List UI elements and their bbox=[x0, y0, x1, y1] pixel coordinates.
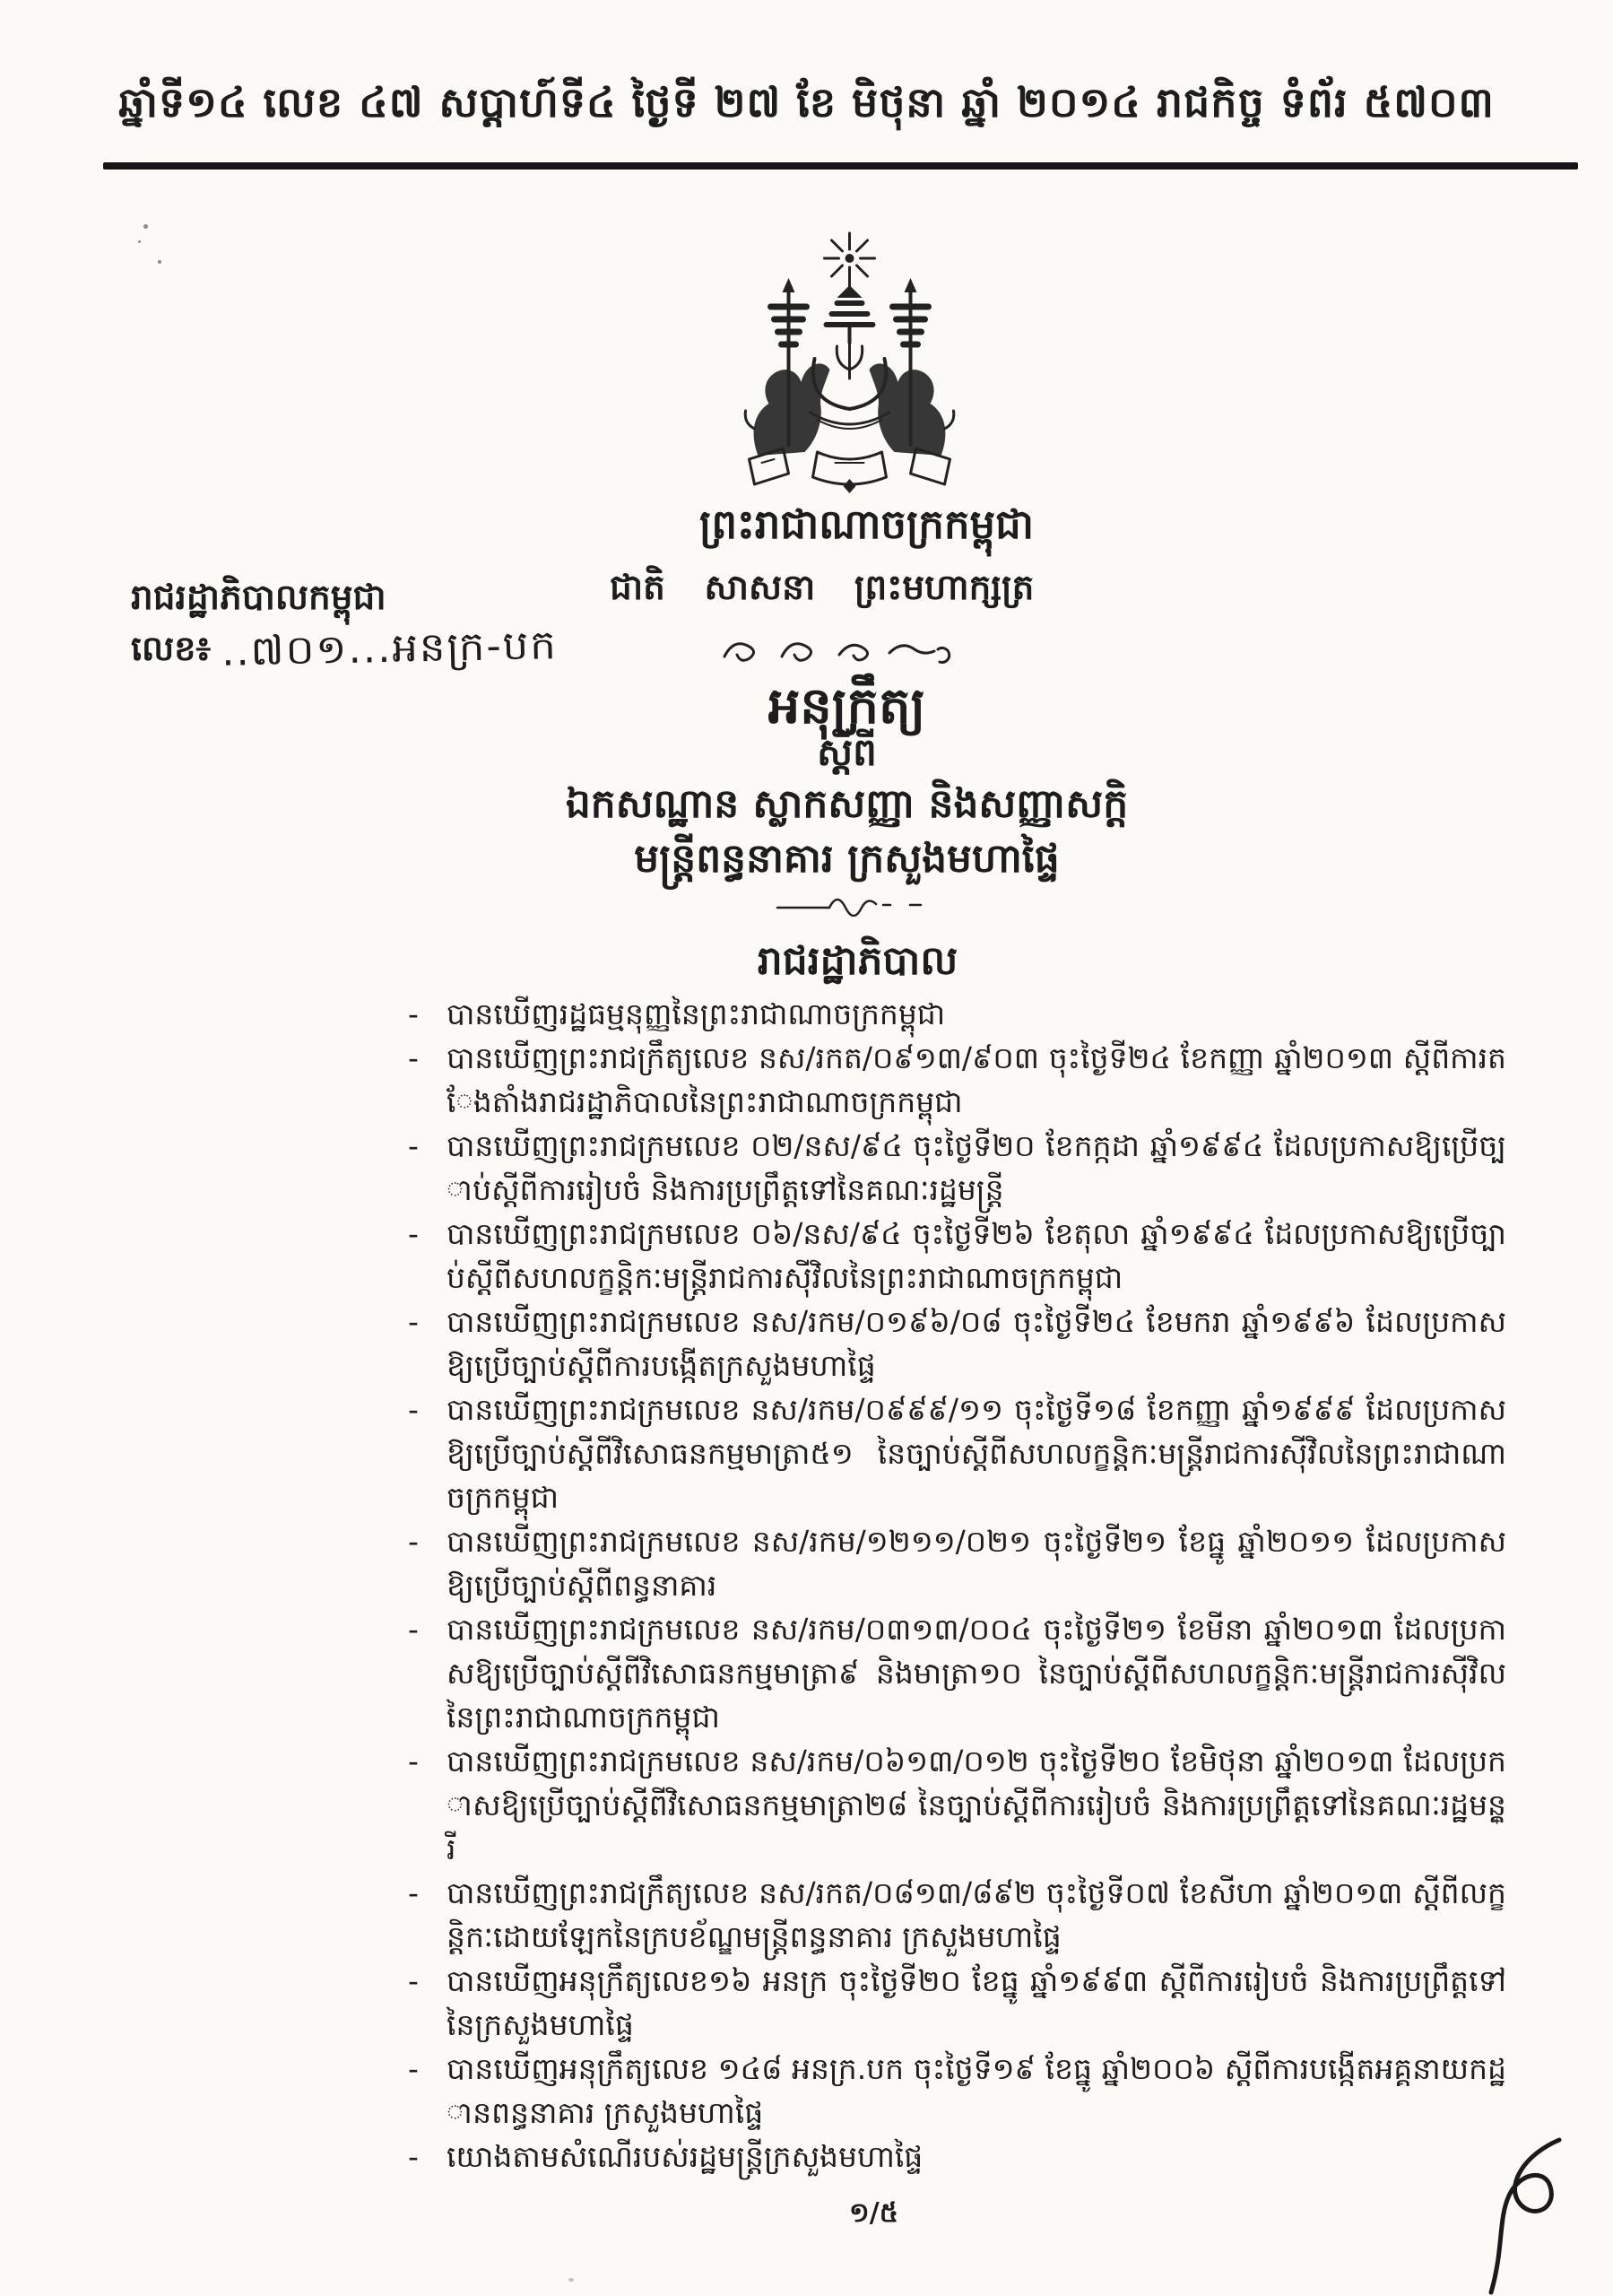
bullet-dash: - bbox=[408, 2051, 419, 2086]
government-label: រាជរដ្ឋាភិបាលកម្ពុជា bbox=[131, 578, 386, 618]
citation-text: បានឃើញអនុក្រឹត្យលេខ ១៤៨ អនក្រ.បក ចុះថ្ងៃទី១៩ ខែធ្នូ ឆ្នាំ២០០៦ ស្តីពីការបង្កើតអគ្គនាយកដ្ឋានពន្ធនាគារ ក្រសួងមហាផ្ទៃ bbox=[447, 2051, 1506, 2130]
bullet-dash: - bbox=[408, 1216, 419, 1251]
citation-text: បានឃើញព្រះរាជក្រឹត្យលេខ នស/រកត/០៩១៣/៩០៣ ចុះថ្ងៃទី២៤ ខែកញ្ញា ឆ្នាំ២០១៣ ស្តីពីការតែងតាំងរាជរដ្ឋាភិបាលនៃព្រះរាជាណាចក្រកម្ពុជា bbox=[447, 1040, 1506, 1119]
scan-speck bbox=[568, 2278, 574, 2282]
bullet-dash: - bbox=[408, 996, 419, 1031]
bullet-dash: - bbox=[408, 1304, 419, 1339]
national-motto: ជាតិ សាសនា ព្រះមហាក្សត្រ bbox=[610, 568, 1035, 608]
handwritten-number: ..៧០១...អនក្រ-បក bbox=[221, 621, 559, 675]
citation-item bbox=[408, 992, 1506, 1036]
citation-text: បានឃើញរដ្ឋធម្មនុញ្ញនៃព្រះរាជាណាចក្រកម្ពុជា bbox=[447, 996, 946, 1031]
citation-text: បានឃើញព្រះរាជក្រឹត្យលេខ នស/រកត/០៨១៣/៨៩២ ចុះថ្ងៃទី០៧ ខែសីហា ឆ្នាំ២០១៣ ស្តីពីលក្ខន្តិកៈដោយឡែកនៃក្របខ័ណ្ឌមន្ត្រីពន្ធនាគារ ក្រសួងមហាផ្ទៃ bbox=[447, 1875, 1506, 1954]
citation-item bbox=[408, 1212, 1506, 1300]
page-number: ១/៥ bbox=[849, 2197, 898, 2229]
bullet-dash: - bbox=[408, 2139, 419, 2174]
citation-text: បានឃើញអនុក្រឹត្យលេខ១៦ អនក្រ ចុះថ្ងៃទី២០ ខែធ្នូ ឆ្នាំ១៩៩៣ ស្តីពីការរៀបចំ និងការប្រព្រឹត្តទៅនៃក្រសួងមហាផ្ទៃ bbox=[447, 1963, 1506, 2042]
citation-item bbox=[408, 2047, 1506, 2135]
bullet-dash: - bbox=[408, 1392, 419, 1427]
citation-item bbox=[408, 1607, 1506, 1739]
citation-text: បានឃើញព្រះរាជក្រមលេខ នស/រកម/១២១១/០២១ ចុះថ្ងៃទី២១ ខែធ្នូ ឆ្នាំ២០១១ ដែលប្រកាសឱ្យប្រើច្បាប់ស្តីពីពន្ធនាគារ bbox=[447, 1524, 1506, 1603]
bullet-dash: - bbox=[408, 1612, 419, 1647]
citation-text: បានឃើញព្រះរាជក្រមលេខ នស/រកម/០៩៩៩/១១ ចុះថ្ងៃទី១៨ ខែកញ្ញា ឆ្នាំ១៩៩៩ ដែលប្រកាសឱ្យប្រើច្បាប់ស្តីពីវិសោធនកម្មមាត្រា៥១ នៃច្បាប់ស្តីពីសហលក្ខន្តិកៈមន្ត្រីរាជការស៊ីវិលនៃព្រះរាជាណាចក្រកម្ពុជា bbox=[447, 1392, 1506, 1515]
citation-item bbox=[408, 1739, 1506, 1871]
bullet-dash: - bbox=[408, 1963, 419, 1998]
bullet-dash: - bbox=[408, 1875, 419, 1910]
citation-item bbox=[408, 1387, 1506, 1519]
handwritten-paraph-icon bbox=[1466, 2133, 1574, 2296]
document-type-title: អនុក្រឹត្យ bbox=[767, 677, 926, 735]
citation-text: បានឃើញព្រះរាជក្រមលេខ នស/រកម/០៦១៣/០១២ ចុះថ្ងៃទី២០ ខែមិថុនា ឆ្នាំ២០១៣ ដែលប្រកាសឱ្យប្រើច្បាប់ស្តីពីវិសោធនកម្មមាត្រា២៨ នៃច្បាប់ស្តីពីការរៀបចំ និងការប្រព្រឹត្តទៅនៃគណៈរដ្ឋមន្ត្រី bbox=[447, 1744, 1506, 1866]
scan-speck bbox=[138, 240, 141, 243]
citation-item bbox=[408, 1036, 1506, 1124]
scan-speck bbox=[143, 224, 148, 229]
citation-item bbox=[408, 1871, 1506, 1959]
bullet-dash: - bbox=[408, 1128, 419, 1163]
header-rule bbox=[103, 162, 1578, 170]
number-label: លេខ៖ bbox=[131, 629, 212, 668]
motto-flourish-icon bbox=[717, 633, 959, 665]
title-concerning: ស្តីពី bbox=[817, 730, 877, 774]
scan-speck bbox=[158, 260, 161, 264]
citation-item bbox=[408, 2135, 1506, 2179]
citation-text: បានឃើញព្រះរាជក្រមលេខ នស/រកម/០១៩៦/០៨ ចុះថ្ងៃទី២៤ ខែមករា ឆ្នាំ១៩៩៦ ដែលប្រកាស ឱ្យប្រើច្បាប់ស្តីពីការបង្កើតក្រសួងមហាផ្ទៃ bbox=[447, 1304, 1506, 1383]
citation-text: បានឃើញព្រះរាជក្រមលេខ ០៦/នស/៩៤ ចុះថ្ងៃទី២៦ ខែតុលា ឆ្នាំ១៩៩៤ ដែលប្រកាសឱ្យប្រើច្បាប់ស្តីពីសហលក្ខន្តិកៈមន្ត្រីរាជការស៊ីវិលនៃព្រះរាជាណាចក្រកម្ពុជា bbox=[447, 1216, 1506, 1295]
citation-item bbox=[408, 1300, 1506, 1387]
bullet-dash: - bbox=[408, 1744, 419, 1779]
royal-arms-emblem-icon bbox=[722, 226, 977, 495]
title-divider-icon bbox=[774, 893, 926, 917]
citation-item bbox=[408, 1519, 1506, 1607]
document-number-line bbox=[131, 621, 558, 680]
bullet-dash: - bbox=[408, 1040, 419, 1075]
masthead: ឆ្នាំទី១៤ លេខ ៤៧ សប្តាហ៍ទី៤ ថ្ងៃទី ២៧ ខែ មិថុនា ឆ្នាំ ២០១៤ រាជកិច្ច ទំព័រ ៥៧០៣ bbox=[118, 78, 1495, 126]
citation-text: បានឃើញព្រះរាជក្រមលេខ នស/រកម/០៣១៣/០០៤ ចុះថ្ងៃទី២១ ខែមីនា ឆ្នាំ២០១៣ ដែលប្រកាសឱ្យប្រើច្បាប់ស្តីពីវិសោធនកម្មមាត្រា៩ និងមាត្រា១០ នៃច្បាប់ស្តីពីសហលក្ខន្តិកៈមន្ត្រីរាជការស៊ីវិលនៃព្រះរាជាណាចក្រកម្ពុជា bbox=[447, 1612, 1506, 1735]
citation-item bbox=[408, 1124, 1506, 1212]
citation-text: បានឃើញព្រះរាជក្រមលេខ ០២/នស/៩៤ ចុះថ្ងៃទី២០ ខែកក្កដា ឆ្នាំ១៩៩៤ ដែលប្រកាសឱ្យប្រើច្បាប់ស្តីពីការរៀបចំ និងការប្រព្រឹត្តទៅនៃគណៈរដ្ឋមន្ត្រី bbox=[447, 1128, 1506, 1207]
bullet-dash: - bbox=[408, 1524, 419, 1559]
citation-text: យោងតាមសំណើរបស់រដ្ឋមន្ត្រីក្រសួងមហាផ្ទៃ bbox=[447, 2139, 924, 2174]
section-heading: រាជរដ្ឋាភិបាល bbox=[757, 938, 958, 984]
kingdom-title: ព្រះរាជាណាចក្រកម្ពុជា bbox=[699, 500, 1034, 548]
citation-item bbox=[408, 1959, 1506, 2047]
citation-list bbox=[408, 992, 1506, 2179]
title-subject-line2: មន្ត្រីពន្ធនាគារ ក្រសួងមហាផ្ទៃ bbox=[634, 836, 1060, 882]
title-subject-line1: ឯកសណ្ឋាន ស្លាកសញ្ញា និងសញ្ញាសក្តិ bbox=[565, 781, 1129, 827]
